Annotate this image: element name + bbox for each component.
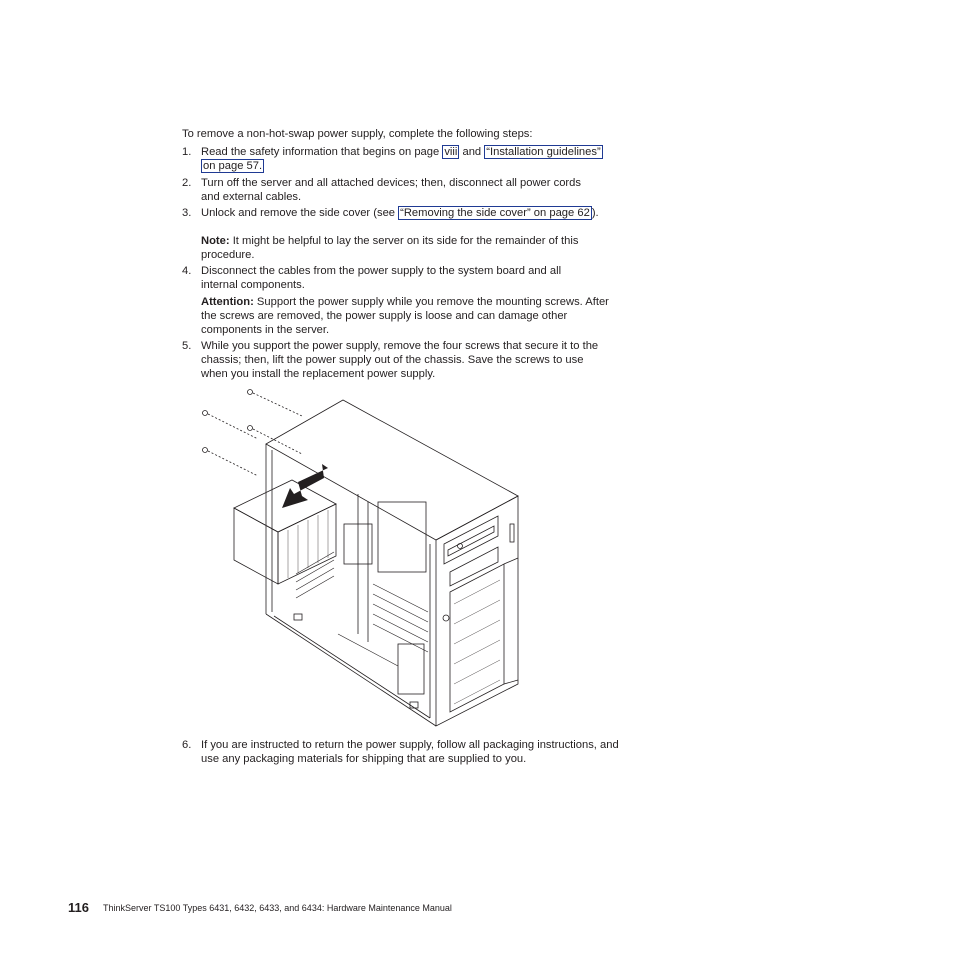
step-2-line1: Turn off the server and all attached devices; then, disconnect all power cords [201,177,581,189]
step-4-attention [201,295,611,337]
screw-icon [203,448,259,477]
step-3 [201,206,616,220]
step-3-text: Unlock and remove the side cover (see [201,207,399,219]
note-label: Note: [201,235,230,247]
removing-side-cover-link[interactable]: “Removing the side cover” on page 62 [400,207,590,219]
step-5: While you support the power supply, remove the four screws that secure it to the chassis; then, lift the power supply out of the chassis. Save the screws to use when you install the replacement power supply. [201,340,599,380]
step-1 [201,145,616,173]
screw-icon [248,426,303,455]
note-text: It might be helpful to lay the server on its side for the remainder of this procedure. [201,235,579,261]
step-6: If you are instructed to return the power supply, follow all packaging instructions, and use any packaging materials for shipping that are supplied to you. [201,739,619,765]
attention-text: Support the power supply while you remove the mounting screws. After the screws are removed, the power supply is loose and can damage other components in the server. [201,296,609,336]
safety-page-link[interactable]: viii [444,146,458,158]
step-number: 1. [182,146,192,158]
step-3-post: ). [591,207,599,219]
intro-paragraph: To remove a non-hot-swap power supply, complete the following steps: [182,128,533,140]
power-supply-removal-illustration [198,384,538,729]
step-3-note [201,234,606,262]
screw-icon [203,411,259,440]
installation-guidelines-page-link[interactable]: on page 57. [203,160,263,172]
step-number: 4. [182,265,192,277]
step-2-line2: and external cables. [201,191,302,203]
page-number: 116 [68,900,89,915]
step-number: 6. [182,739,192,751]
installation-guidelines-link[interactable]: “Installation guidelines” [486,146,601,158]
step-number: 5. [182,340,192,352]
step-4-line1: Disconnect the cables from the power supply to the system board and all [201,265,562,277]
step-4 [201,264,616,292]
step-1-and: and [459,146,485,158]
attention-label: Attention: [201,296,254,308]
manual-title: ThinkServer TS100 Types 6431, 6432, 6433, and 6434: Hardware Maintenance Manual [103,903,452,913]
screw-icon [248,390,303,417]
step-number: 2. [182,177,192,189]
step-1-text: Read the safety information that begins on page [201,146,443,158]
step-4-line2: internal components. [201,279,305,291]
step-number: 3. [182,207,192,219]
step-2 [201,176,616,204]
